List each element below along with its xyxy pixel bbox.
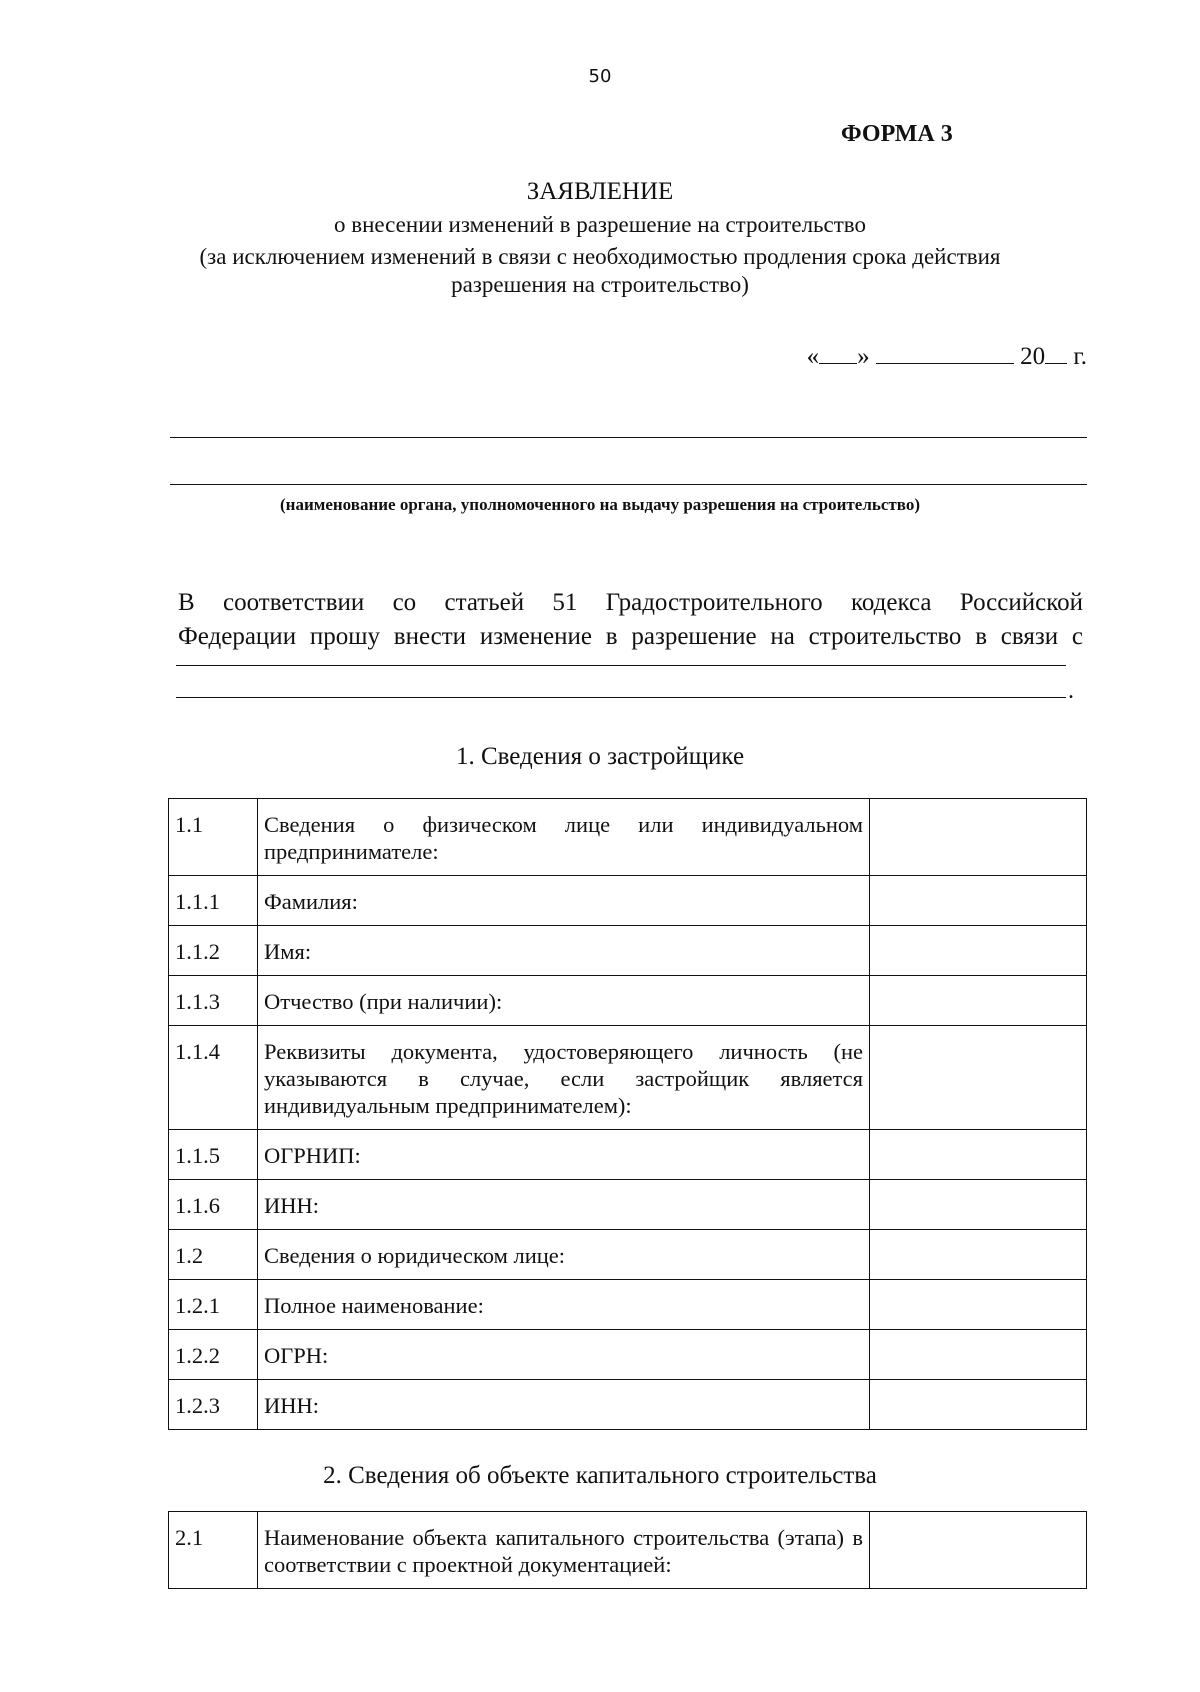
year-field[interactable] [1045,341,1067,364]
table-row [169,1230,1087,1280]
authority-name-line-2[interactable] [170,484,1087,485]
table-row [169,1026,1087,1130]
row-label: Имя: [258,926,870,976]
row-number: 1.1.3 [169,976,258,1026]
request-end-period: . [1068,678,1074,704]
date-open-quote: « [806,343,820,370]
row-label: Реквизиты документа, удостоверяющего личность (не указываются в случае, если застройщик является индивидуальным предпринимателем): [258,1026,870,1130]
date-line [807,341,1087,371]
row-value-field[interactable] [870,1380,1087,1430]
row-number: 1.2 [169,1230,258,1280]
page-number: 50 [588,66,612,87]
row-value-field[interactable] [870,876,1087,926]
document-subtitle-line-2: (за исключением изменений в связи с необходимостью продления срока действия [199,244,1001,269]
form-label: ФОРМА 3 [841,121,953,147]
row-value-field[interactable] [870,1280,1087,1330]
row-value-field[interactable] [870,1230,1087,1280]
request-text-line-2: Федерации прошу внести изменение в разрешение на строительство в связи с [178,623,1083,650]
year-suffix: г. [1073,343,1087,370]
row-label: ОГРНИП: [258,1130,870,1180]
row-label: Наименование объекта капитального строительства (этапа) в соответствии с проектной документацией: [258,1512,870,1589]
row-number: 1.1.2 [169,926,258,976]
section-1-title: 1. Сведения о застройщике [455,743,745,770]
row-value-field[interactable] [870,926,1087,976]
section-2-title: 2. Сведения об объекте капитального строительства [323,1462,877,1489]
row-label: ОГРН: [258,1330,870,1380]
document-title: ЗАЯВЛЕНИЕ [526,178,674,205]
row-label: Сведения о юридическом лице: [258,1230,870,1280]
developer-info-table [168,798,1087,1430]
year-prefix: 20 [1020,343,1046,370]
table-row [169,799,1087,876]
reason-line-1[interactable] [176,665,1066,666]
row-number: 1.1.1 [169,876,258,926]
row-number: 1.2.3 [169,1380,258,1430]
row-value-field[interactable] [870,1130,1087,1180]
authority-caption: (наименование органа, уполномоченного на выдачу разрешения на строительство) [280,495,920,514]
table-row [169,876,1087,926]
row-label: Сведения о физическом лице или индивидуальном предпринимателе: [258,799,870,876]
table-row [169,1380,1087,1430]
row-number: 2.1 [169,1512,258,1589]
table-row [169,1130,1087,1180]
row-number: 1.1.5 [169,1130,258,1180]
row-value-field[interactable] [870,976,1087,1026]
table-row [169,1280,1087,1330]
document-subtitle-line-3: разрешения на строительство) [451,272,749,297]
authority-name-line-1[interactable] [170,437,1087,438]
row-value-field[interactable] [870,1180,1087,1230]
row-label: Отчество (при наличии): [258,976,870,1026]
row-value-field[interactable] [870,1512,1087,1589]
request-text-line-1: В соответствии со статьей 51 Градостроительного кодекса Российской [178,589,1083,616]
day-field[interactable] [819,341,857,364]
row-label: Полное наименование: [258,1280,870,1330]
row-label: Фамилия: [258,876,870,926]
row-value-field[interactable] [870,1026,1087,1130]
row-label: ИНН: [258,1380,870,1430]
row-number: 1.2.1 [169,1280,258,1330]
table-row [169,976,1087,1026]
row-value-field[interactable] [870,1330,1087,1380]
row-number: 1.1.6 [169,1180,258,1230]
date-close-quote: » [857,343,870,370]
table-row [169,926,1087,976]
row-number: 1.2.2 [169,1330,258,1380]
table-row [169,1180,1087,1230]
table-row [169,1330,1087,1380]
table-row [169,1512,1087,1589]
document-subtitle-line-1: о внесении изменений в разрешение на строительство [333,212,866,237]
row-label: ИНН: [258,1180,870,1230]
reason-line-2[interactable] [176,697,1066,698]
construction-object-table [168,1511,1087,1589]
row-number: 1.1 [169,799,258,876]
row-number: 1.1.4 [169,1026,258,1130]
month-field[interactable] [876,341,1014,364]
row-value-field[interactable] [870,799,1087,876]
